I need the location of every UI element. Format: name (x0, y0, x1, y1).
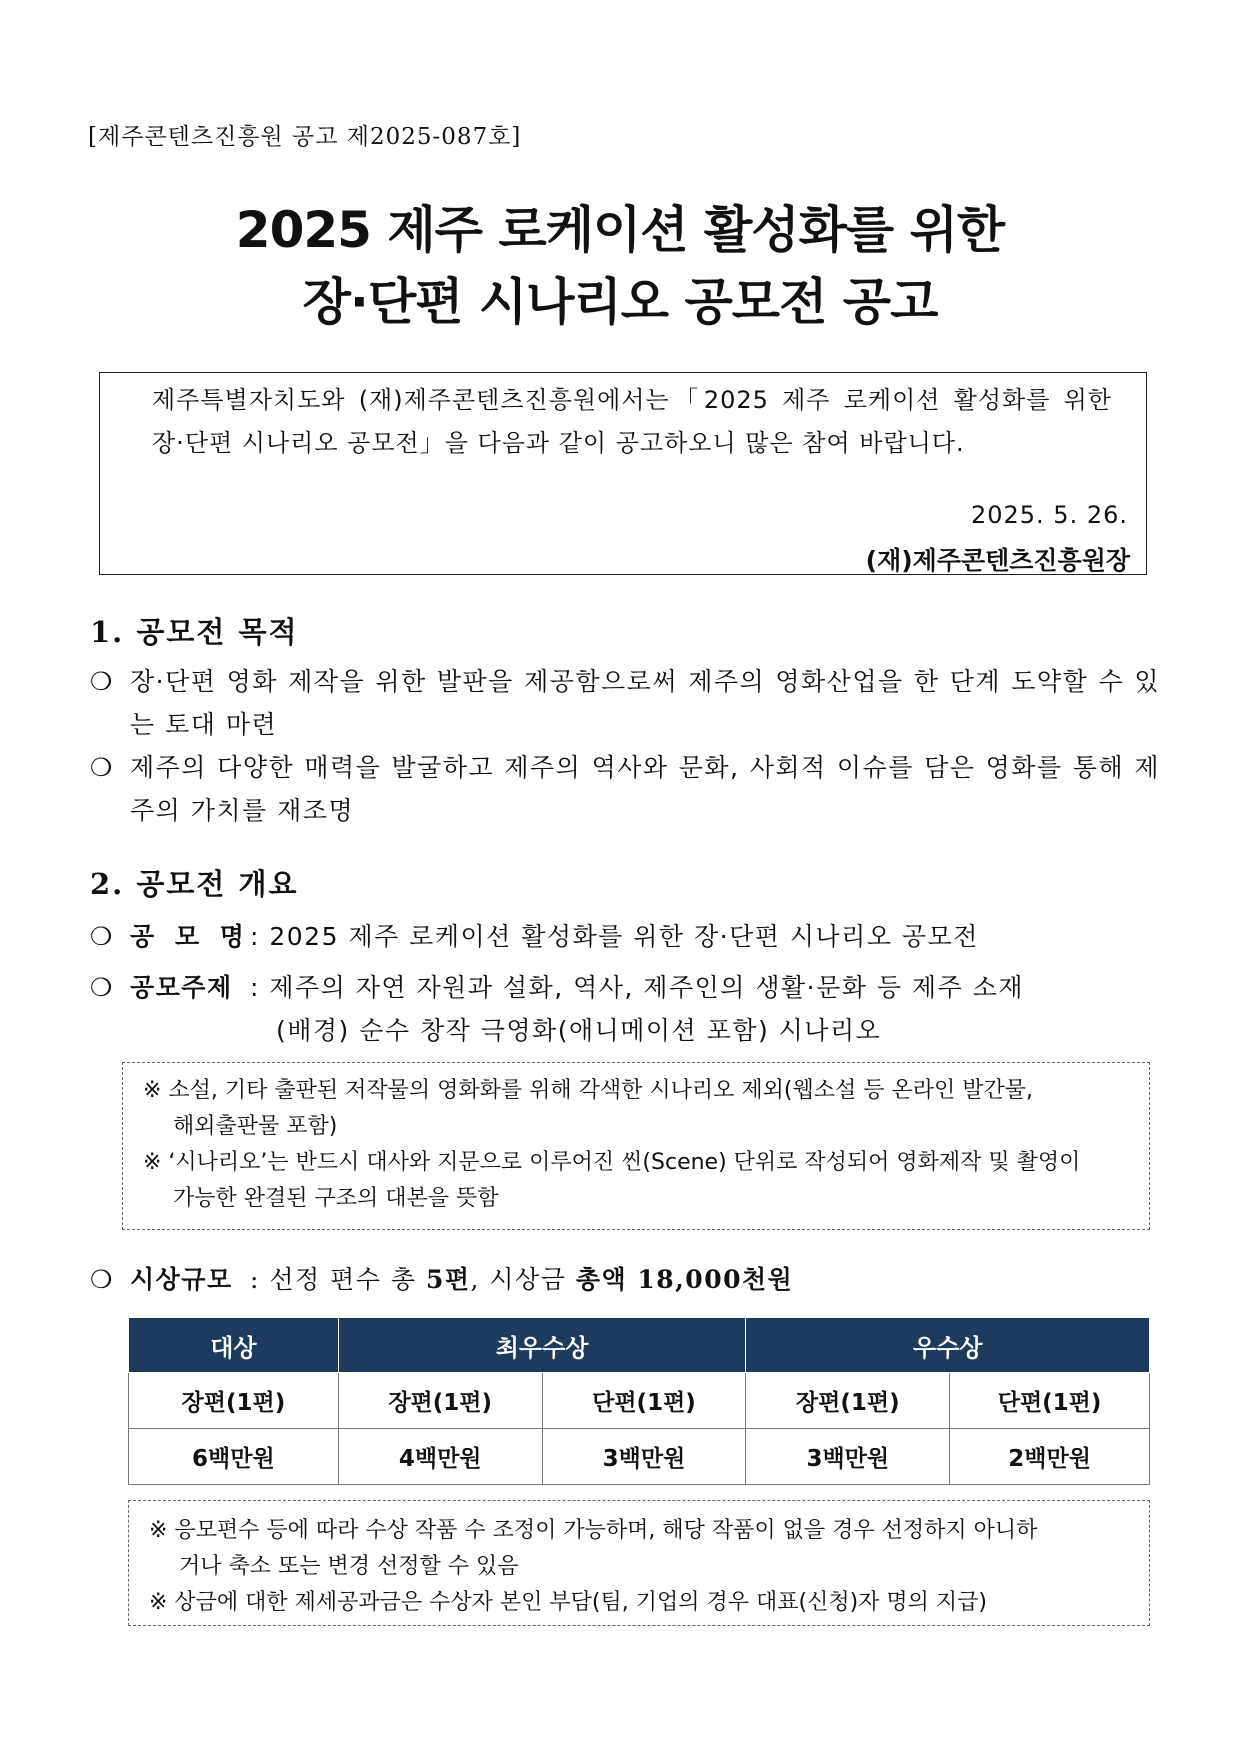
prize-note-2: ※ 상금에 대한 제세공과금은 수상자 본인 부담(팀, 기업의 경우 대표(신청)자 명의 지급) (149, 1590, 988, 1615)
contest-name-value: : 2025 제주 로케이션 활성화를 위한 장·단편 시나리오 공모전 (250, 922, 979, 951)
purpose-text-2: 제주의 다양한 매력을 발굴하고 제주의 역사와 문화, 사회적 이슈를 담은 영화를 통해 제주의 가치를 재조명 (130, 753, 1160, 825)
contest-theme-row (90, 966, 1160, 1052)
table-cell: 4백만원 (338, 1429, 542, 1485)
section-1-heading: 1. 공모전 목적 (90, 615, 299, 649)
prize-note-1-cont: 거나 축소 또는 변경 선정할 수 있음 (179, 1554, 519, 1579)
theme-note-1-cont: 해외출판물 포함) (173, 1114, 338, 1139)
contest-name-row (90, 915, 1160, 958)
prize-total: 총액 18,000천원 (575, 1265, 794, 1294)
intro-date: 2025. 5. 26. (970, 501, 1128, 529)
prize-text-mid: , 시상금 (470, 1265, 576, 1294)
table-cell: 장편(1편) (338, 1373, 542, 1429)
table-cell: 3백만원 (542, 1429, 746, 1485)
section-2-heading: 2. 공모전 개요 (90, 867, 299, 901)
theme-note-2: ※ ‘시나리오’는 반드시 대사와 지문으로 이루어진 씬(Scene) 단위로 작성되어 영화제작 및 촬영이 (143, 1150, 1081, 1175)
table-cell: 단편(1편) (542, 1373, 746, 1429)
contest-theme-label: 공모주제 (130, 973, 233, 1002)
bullet-mark: ❍ (90, 922, 114, 951)
prize-scale-row (90, 1258, 1160, 1301)
purpose-text-1: 장·단편 영화 제작을 위한 발판을 제공함으로써 제주의 영화산업을 한 단계 도약할 수 있는 토대 마련 (130, 667, 1160, 739)
intro-org: (재)제주콘텐츠진흥원장 (865, 546, 1130, 575)
bullet-mark: ❍ (90, 973, 114, 1002)
header-grand-prize: 대상 (129, 1318, 339, 1373)
intro-box (99, 372, 1147, 575)
bullet-mark: ❍ (90, 753, 114, 782)
theme-note-2-cont: 가능한 완결된 구조의 대본을 뜻함 (173, 1186, 499, 1211)
prize-note-1: ※ 응모편수 등에 따라 수상 작품 수 조정이 가능하며, 해당 작품이 없을 경우 선정하지 아니하 (149, 1518, 1038, 1543)
bullet-mark: ❍ (90, 1265, 114, 1294)
header-excellence: 우수상 (746, 1318, 1150, 1373)
prize-text-pre: : 선정 편수 총 (250, 1265, 426, 1294)
prize-amount-row (129, 1429, 1150, 1485)
header-top-excellence: 최우수상 (338, 1318, 746, 1373)
table-cell: 3백만원 (746, 1429, 950, 1485)
contest-name-label: 공 모 명 (130, 922, 250, 951)
table-cell: 장편(1편) (746, 1373, 950, 1429)
purpose-bullet-2 (90, 746, 1160, 832)
page-title-line2: 장·단편 시나리오 공모전 공고 (302, 273, 938, 331)
page-title-line1: 2025 제주 로케이션 활성화를 위한 (235, 201, 1005, 259)
theme-notes-box (122, 1062, 1150, 1230)
table-cell: 2백만원 (950, 1429, 1150, 1485)
prize-table-header (129, 1318, 1150, 1373)
notice-number: [제주콘텐츠진흥원 공고 제2025-087호] (88, 124, 522, 150)
table-cell: 6백만원 (129, 1429, 339, 1485)
prize-type-row (129, 1373, 1150, 1429)
table-cell: 장편(1편) (129, 1373, 339, 1429)
prize-table (128, 1317, 1150, 1485)
intro-text: 제주특별자치도와 (재)제주콘텐츠진흥원에서는「2025 제주 로케이션 활성화를 위한 장·단편 시나리오 공모전」을 다음과 같이 공고하오니 많은 참여 바랍니다. (152, 386, 1112, 457)
contest-theme-line1: : 제주의 자연 자원과 설화, 역사, 제주인의 생활·문화 등 제주 소재 (250, 973, 1024, 1002)
contest-theme-line2: (배경) 순수 창작 극영화(애니메이션 포함) 시나리오 (276, 1016, 882, 1045)
table-cell: 단편(1편) (950, 1373, 1150, 1429)
prize-scale-label: 시상규모 (130, 1265, 233, 1294)
prize-count: 5편 (425, 1265, 471, 1294)
purpose-bullet-1 (90, 660, 1160, 746)
theme-note-1: ※ 소설, 기타 출판된 저작물의 영화화를 위해 각색한 시나리오 제외(웹소설 등 온라인 발간물, (143, 1078, 1033, 1103)
bullet-mark: ❍ (90, 667, 114, 696)
prize-scale-value (250, 1258, 793, 1301)
prize-notes-box (128, 1500, 1150, 1626)
